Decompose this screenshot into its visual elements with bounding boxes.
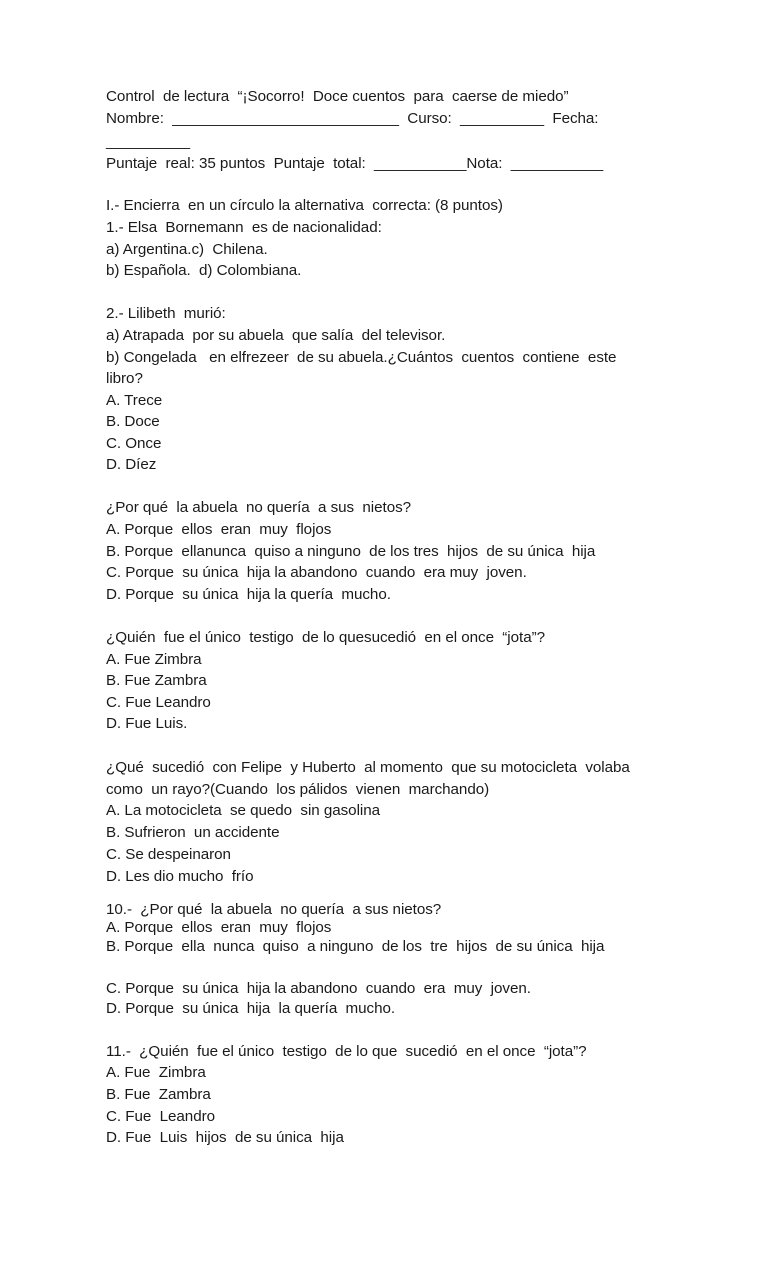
question-text: como un rayo?(Cuando los pálidos vienen marchando) xyxy=(106,781,490,798)
answer-option: b) Española. d) Colombiana. xyxy=(106,262,302,279)
question-text: 1.- Elsa Bornemann es de nacionalidad: xyxy=(106,219,382,236)
answer-option: B. Porque ella nunca quiso a ninguno de los tre hijos de su única hija xyxy=(106,938,605,955)
answer-option: D. Porque su única hija la quería mucho. xyxy=(106,586,391,603)
answer-option: b) Congelada en elfrezeer de su abuela.¿Cuántos cuentos contiene este xyxy=(106,349,617,366)
answer-option: B. Porque ellanunca quiso a ninguno de los tres hijos de su única hija xyxy=(106,543,596,560)
question-text: 11.- ¿Quién fue el único testigo de lo que sucedió en el once “jota”? xyxy=(106,1043,587,1060)
answer-option: D. Fue Luis. xyxy=(106,715,188,732)
answer-option: C. Porque su única hija la abandono cuando era muy joven. xyxy=(106,980,531,997)
question-text: ¿Por qué la abuela no quería a sus nietos? xyxy=(106,499,412,516)
answer-option: A. Fue Zimbra xyxy=(106,1064,206,1081)
answer-option: B. Doce xyxy=(106,413,160,430)
question-text: ¿Quién fue el único testigo de lo quesucedió en el once “jota”? xyxy=(106,629,546,646)
question-text: ¿Qué sucedió con Felipe y Huberto al momento que su motocicleta volaba xyxy=(106,759,630,776)
answer-option: C. Fue Leandro xyxy=(106,694,211,711)
worksheet-title: Control de lectura “¡Socorro! Doce cuentos para caerse de miedo” xyxy=(106,88,569,105)
answer-option: A. La motocicleta se quedo sin gasolina xyxy=(106,802,381,819)
answer-option: A. Trece xyxy=(106,392,163,409)
answer-option: B. Sufrieron un accidente xyxy=(106,824,280,841)
answer-option: A. Fue Zimbra xyxy=(106,651,202,668)
answer-option: C. Se despeinaron xyxy=(106,846,231,863)
answer-option: D. Fue Luis hijos de su única hija xyxy=(106,1129,344,1146)
answer-option: a) Argentina.c) Chilena. xyxy=(106,241,268,258)
answer-option: C. Fue Leandro xyxy=(106,1108,216,1125)
answer-option: C. Porque su única hija la abandono cuando era muy joven. xyxy=(106,564,527,581)
question-text: libro? xyxy=(106,370,143,387)
answer-option: D. Díez xyxy=(106,456,157,473)
question-text: 10.- ¿Por qué la abuela no quería a sus nietos? xyxy=(106,901,442,918)
date-blank-line: __________ xyxy=(106,133,190,150)
section-instructions: I.- Encierra en un círculo la alternativa correcta: (8 puntos) xyxy=(106,197,503,214)
answer-option: B. Fue Zambra xyxy=(106,1086,211,1103)
question-text: 2.- Lilibeth murió: xyxy=(106,305,226,322)
answer-option: A. Porque ellos eran muy flojos xyxy=(106,521,332,538)
answer-option: a) Atrapada por su abuela que salía del televisor. xyxy=(106,327,446,344)
answer-option: D. Porque su única hija la quería mucho. xyxy=(106,1000,396,1017)
answer-option: D. Les dio mucho frío xyxy=(106,868,254,885)
name-course-date-line: Nombre: ___________________________ Curso: __________ Fecha: xyxy=(106,110,599,127)
answer-option: C. Once xyxy=(106,435,162,452)
answer-option: A. Porque ellos eran muy flojos xyxy=(106,919,332,936)
score-line: Puntaje real: 35 puntos Puntaje total: ___________Nota: ___________ xyxy=(106,155,604,172)
answer-option: B. Fue Zambra xyxy=(106,672,207,689)
